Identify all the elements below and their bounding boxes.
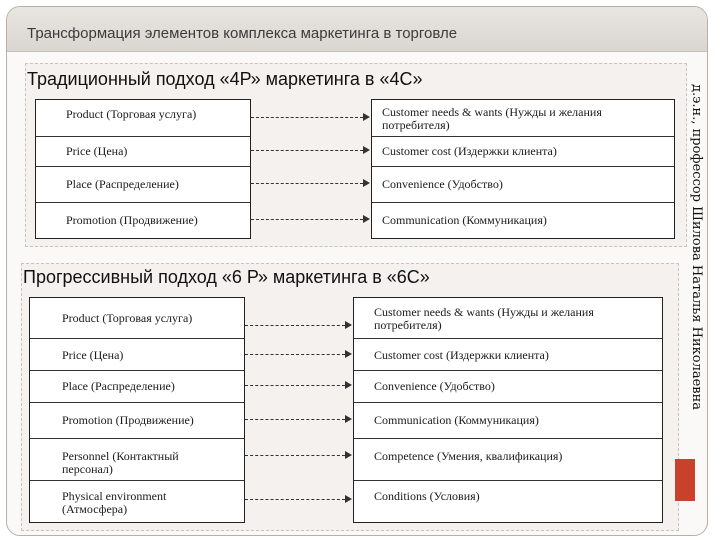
cell-6p-left-6: Physical environment (Атмосфера)	[62, 489, 167, 516]
title-band	[7, 7, 707, 52]
cell-6p-right-6: Conditions (Условия)	[374, 489, 480, 503]
cell-4p-left-4: Promotion (Продвижение)	[66, 213, 198, 227]
cell-6p-left-5: Personnel (Контактный персонал)	[62, 449, 179, 476]
arrow-head-icon	[345, 381, 352, 389]
cell-4p-right-3: Convenience (Удобство)	[382, 177, 503, 191]
cell-6p-left-4: Promotion (Продвижение)	[62, 413, 194, 427]
heading-4p: Традиционный подход «4Р» маркетинга в «4С»	[27, 69, 423, 89]
arrow-head-icon	[345, 350, 352, 358]
table-4p-left	[35, 99, 251, 239]
cell-4p-left-3: Place (Распределение)	[66, 177, 179, 191]
arrow-head-icon	[363, 113, 370, 121]
slide-title: Трансформация элементов комплекса маркетинга в торговле	[27, 25, 458, 42]
arrow-head-icon	[345, 321, 352, 329]
table-4p-right	[371, 99, 675, 239]
cell-6p-right-3: Convenience (Удобство)	[374, 379, 495, 393]
arrow-head-icon	[363, 146, 370, 154]
cell-6p-right-1: Customer needs & wants (Нужды и желания потребителя)	[374, 305, 594, 332]
table-6p-left	[29, 297, 245, 523]
arrow-head-icon	[345, 415, 352, 423]
author-note: д.э.н., профессор Шилова Наталья Николаевна	[689, 84, 704, 411]
cell-4p-right-4: Communication (Коммуникация)	[382, 213, 547, 227]
cell-6p-right-2: Customer cost (Издержки клиента)	[374, 348, 549, 362]
slide	[6, 6, 708, 536]
cell-4p-right-1: Customer needs & wants (Нужды и желания потребителя)	[382, 105, 602, 132]
cell-4p-left-1: Product (Торговая услуга)	[66, 107, 197, 121]
heading-6p: Прогрессивный подход «6 Р» маркетинга в «6С»	[23, 267, 430, 287]
cell-6p-right-5: Competence (Умения, квалификация)	[374, 449, 563, 463]
accent-block	[675, 459, 695, 501]
cell-6p-right-4: Communication (Коммуникация)	[374, 413, 539, 427]
cell-6p-left-3: Place (Распределение)	[62, 379, 175, 393]
cell-4p-right-2: Customer cost (Издержки клиента)	[382, 144, 557, 158]
arrow-head-icon	[363, 179, 370, 187]
cell-6p-left-2: Price (Цена)	[62, 348, 124, 362]
arrow-head-icon	[363, 215, 370, 223]
cell-4p-left-2: Price (Цена)	[66, 144, 128, 158]
table-6p-right	[353, 297, 663, 523]
cell-6p-left-1: Product (Торговая услуга)	[62, 311, 193, 325]
arrow-head-icon	[345, 495, 352, 503]
arrow-head-icon	[345, 451, 352, 459]
